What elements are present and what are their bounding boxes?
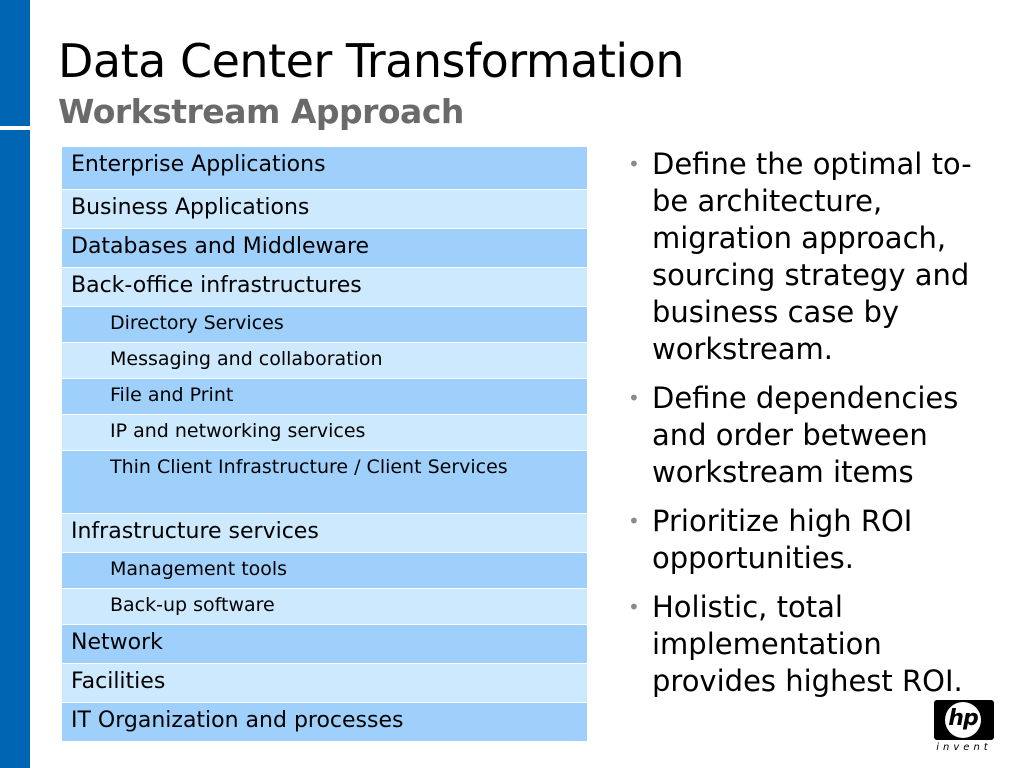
accent-bar-notch	[0, 126, 30, 130]
bullet-item	[624, 589, 974, 700]
table-row	[62, 625, 588, 664]
bullet-text: Holistic, total implementation provides highest ROI.	[652, 590, 963, 698]
bullet-list	[624, 146, 974, 712]
table-row	[62, 147, 588, 190]
table-cell: Facilities	[62, 664, 588, 703]
slide-title: Data Center Transformation	[58, 34, 685, 88]
table-cell: File and Print	[62, 379, 588, 415]
slide-subtitle: Workstream Approach	[58, 92, 464, 131]
table-cell: Enterprise Applications	[62, 147, 588, 190]
hp-logo-mark: hp	[948, 706, 978, 731]
bullet-text: Define the optimal to-be architecture, migration approach, sourcing strategy and business case by workstream.	[652, 147, 972, 366]
table-row	[62, 343, 588, 379]
table-row	[62, 190, 588, 229]
table-row	[62, 307, 588, 343]
table-cell: Infrastructure services	[62, 514, 588, 553]
table-row	[62, 229, 588, 268]
table-row	[62, 589, 588, 625]
table-cell: Databases and Middleware	[62, 229, 588, 268]
bullet-text: Prioritize high ROI opportunities.	[652, 504, 913, 575]
left-accent-bar	[0, 0, 30, 768]
table-cell: Back-up software	[62, 589, 588, 625]
bullet-item	[624, 380, 974, 491]
table-cell: Management tools	[62, 553, 588, 589]
table-cell: Network	[62, 625, 588, 664]
table-row	[62, 703, 588, 742]
table-cell: IP and networking services	[62, 415, 588, 451]
bullet-dot-icon: •	[628, 595, 640, 619]
table-cell: Directory Services	[62, 307, 588, 343]
table-row	[62, 451, 588, 514]
table-row	[62, 268, 588, 307]
table-cell: Business Applications	[62, 190, 588, 229]
hp-logo-tagline: invent	[936, 742, 992, 753]
table-cell: IT Organization and processes	[62, 703, 588, 742]
table-cell: Messaging and collaboration	[62, 343, 588, 379]
bullet-item	[624, 503, 974, 577]
table-row	[62, 664, 588, 703]
table-row	[62, 415, 588, 451]
bullet-dot-icon: •	[628, 152, 640, 176]
bullet-text: Define dependencies and order between workstream items	[652, 381, 959, 489]
table-row	[62, 514, 588, 553]
workstream-table	[61, 146, 588, 742]
hp-logo	[934, 700, 994, 756]
table-cell: Thin Client Infrastructure / Client Services	[62, 451, 588, 514]
bullet-dot-icon: •	[628, 509, 640, 533]
table-row	[62, 553, 588, 589]
bullet-dot-icon: •	[628, 386, 640, 410]
bullet-item	[624, 146, 974, 368]
table-row	[62, 379, 588, 415]
table-cell: Back-office infrastructures	[62, 268, 588, 307]
